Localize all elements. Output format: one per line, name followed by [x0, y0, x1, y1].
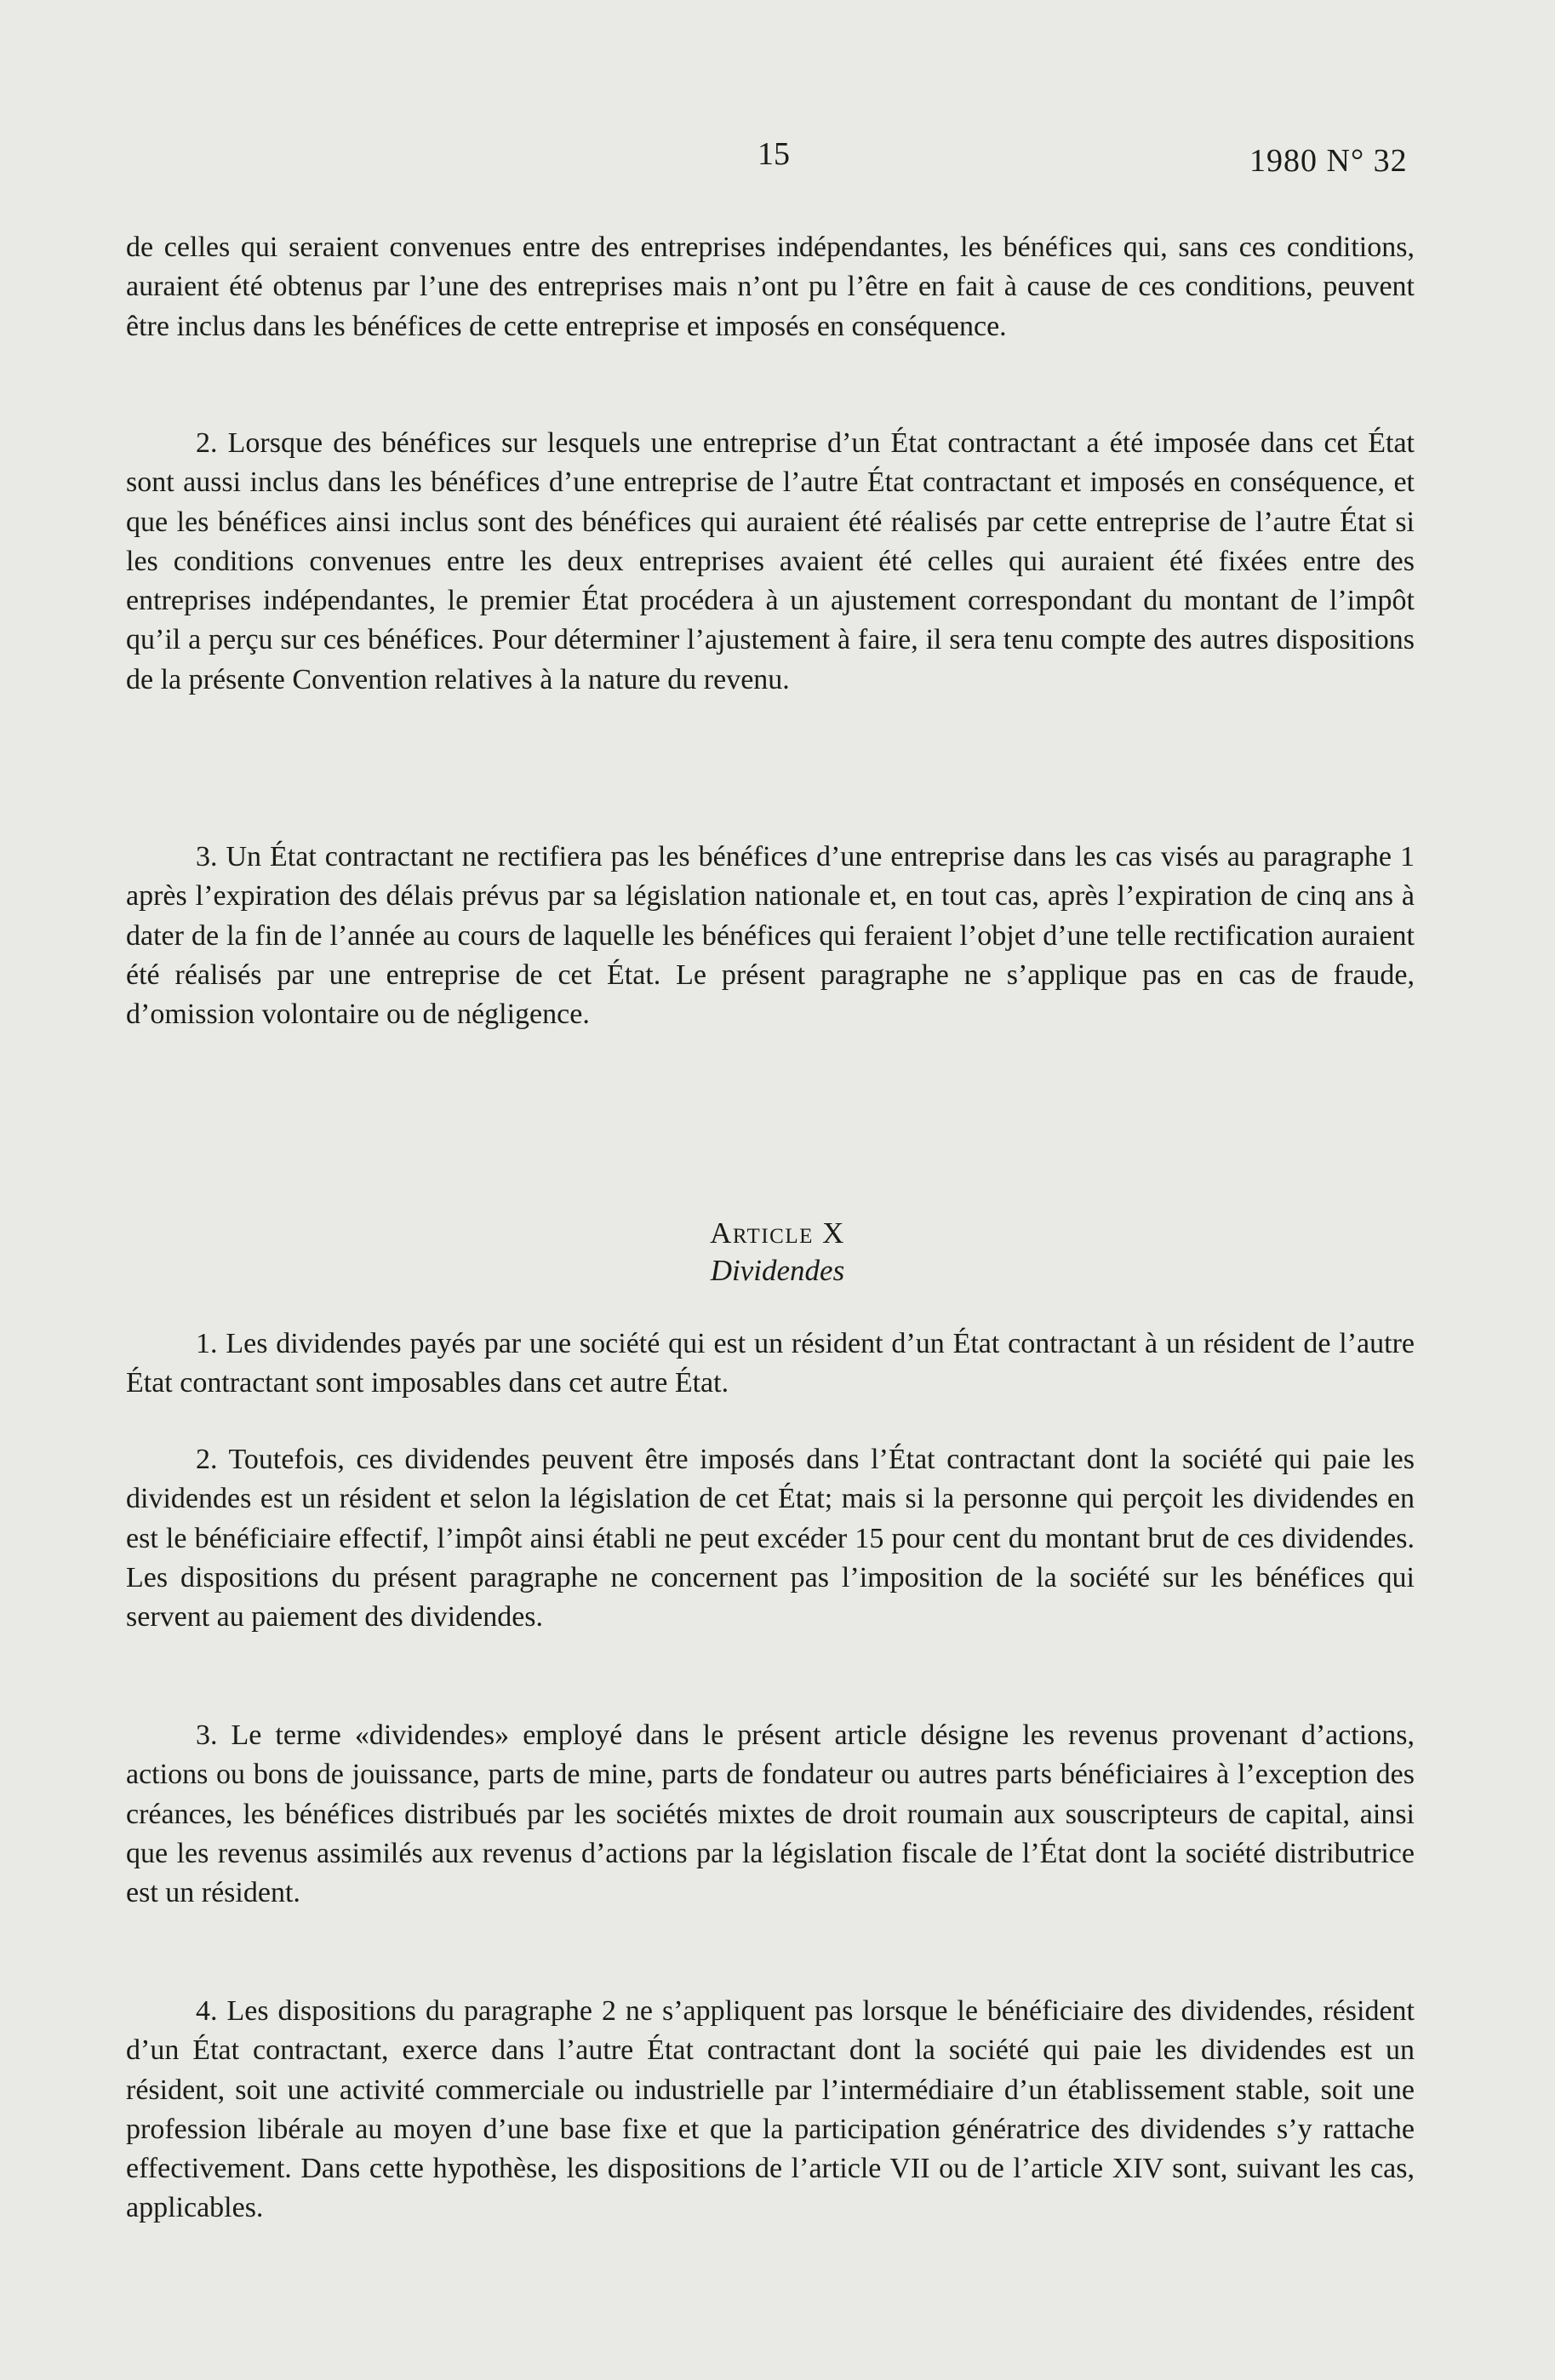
paragraph-text: 1. Les dividendes payés par une société qui est un résident d’un État contractant à un résident de l’autre État contractant sont imposables dans cet autre État. [126, 1328, 1415, 1399]
treaty-reference: 1980 N° 32 [1249, 143, 1408, 179]
paragraph-text: 2. Lorsque des bénéfices sur lesquels une entreprise d’un État contractant a été imposée dans cet État sont aussi inclus dans les bénéfices d’une entreprise de l’autre État contractant et imposés en conséquence, et que les bénéfices ainsi inclus sont des bénéfices qui auraient été réalisés par cette entreprise de l’autre État si les conditions convenues entre les deux entreprises avaient été celles qui auraient été fixées entre des entreprises indépendantes, le premier État procédera à un ajustement correspondant du montant de l’impôt qu’il a perçu sur ces bénéfices. Pour déterminer l’ajustement à faire, il sera tenu compte des autres dispositions de la présente Convention relatives à la nature du revenu. [126, 427, 1415, 695]
article-heading [0, 1215, 1555, 1290]
paragraph-article10-3 [126, 1716, 1415, 1913]
paragraph-article10-4 [126, 1992, 1415, 2228]
paragraph-article10-2 [126, 1440, 1415, 1637]
paragraph-text: 2. Toutefois, ces dividendes peuvent être imposés dans l’État contractant dont la société qui paie les dividendes est un résident et selon la législation de cet État; mais si la personne qui perçoit les dividendes en est le bénéficiaire effectif, l’impôt ainsi établi ne peut excéder 15 pour cent du montant brut de ces dividendes. Les dispositions du présent paragraphe ne concernent pas l’imposition de la société sur les bénéfices qui servent au paiement des dividendes. [126, 1444, 1415, 1633]
paragraph-text: 3. Le terme «dividendes» employé dans le présent article désigne les revenus provenant d’actions, actions ou bons de jouissance, parts de mine, parts de fondateur ou autres parts bénéficiaires à l’exception des créances, les bénéfices distribués par les sociétés mixtes de droit roumain aux souscripteurs de capital, ainsi que les revenus assimilés aux revenus d’actions par la législation fiscale de l’État dont la société distributrice est un résident. [126, 1719, 1415, 1909]
page-number: 15 [757, 136, 790, 172]
paragraph-article10-1 [126, 1324, 1415, 1404]
paragraph-article9-3 [126, 838, 1415, 1034]
paragraph-continuation: de celles qui seraient convenues entre des entreprises indépendantes, les bénéfices qui, sans ces conditions, auraient été obtenus par l’une des entreprises mais n’ont pu l’être en fait à cause de ces conditions, peuvent être inclus dans les bénéfices de cette entreprise et imposés en conséquence. [126, 232, 1415, 342]
paragraph-text: 3. Un État contractant ne rectifiera pas les bénéfices d’une entreprise dans les cas visés au paragraphe 1 après l’expiration des délais prévus par sa législation nationale et, en tout cas, après l’expiration de cinq ans à dater de la fin de l’année au cours de laquelle les bénéfices qui feraient l’objet d’une telle rectification auraient été réalisés par une entreprise de cet État. Le présent paragraphe ne s’applique pas en cas de fraude, d’omission volontaire ou de négligence. [126, 841, 1415, 1031]
paragraph-article9-2 [126, 424, 1415, 700]
paragraph-text: 4. Les dispositions du paragraphe 2 ne s’appliquent pas lorsque le bénéficiaire des dividendes, résident d’un État contractant, exerce dans l’autre État contractant dont la société qui paie les dividendes est un résident, soit une activité commerciale ou industrielle par l’intermédiaire d’un établissement stable, soit une profession libérale au moyen d’une base fixe et que la participation génératrice des dividendes s’y rattache effectivement. Dans cette hypothèse, les dispositions de l’article VII ou de l’article XIV sont, suivant les cas, applicables. [126, 1995, 1415, 2224]
article-title: Article X [710, 1216, 845, 1250]
article-subtitle: Dividendes [710, 1254, 845, 1287]
